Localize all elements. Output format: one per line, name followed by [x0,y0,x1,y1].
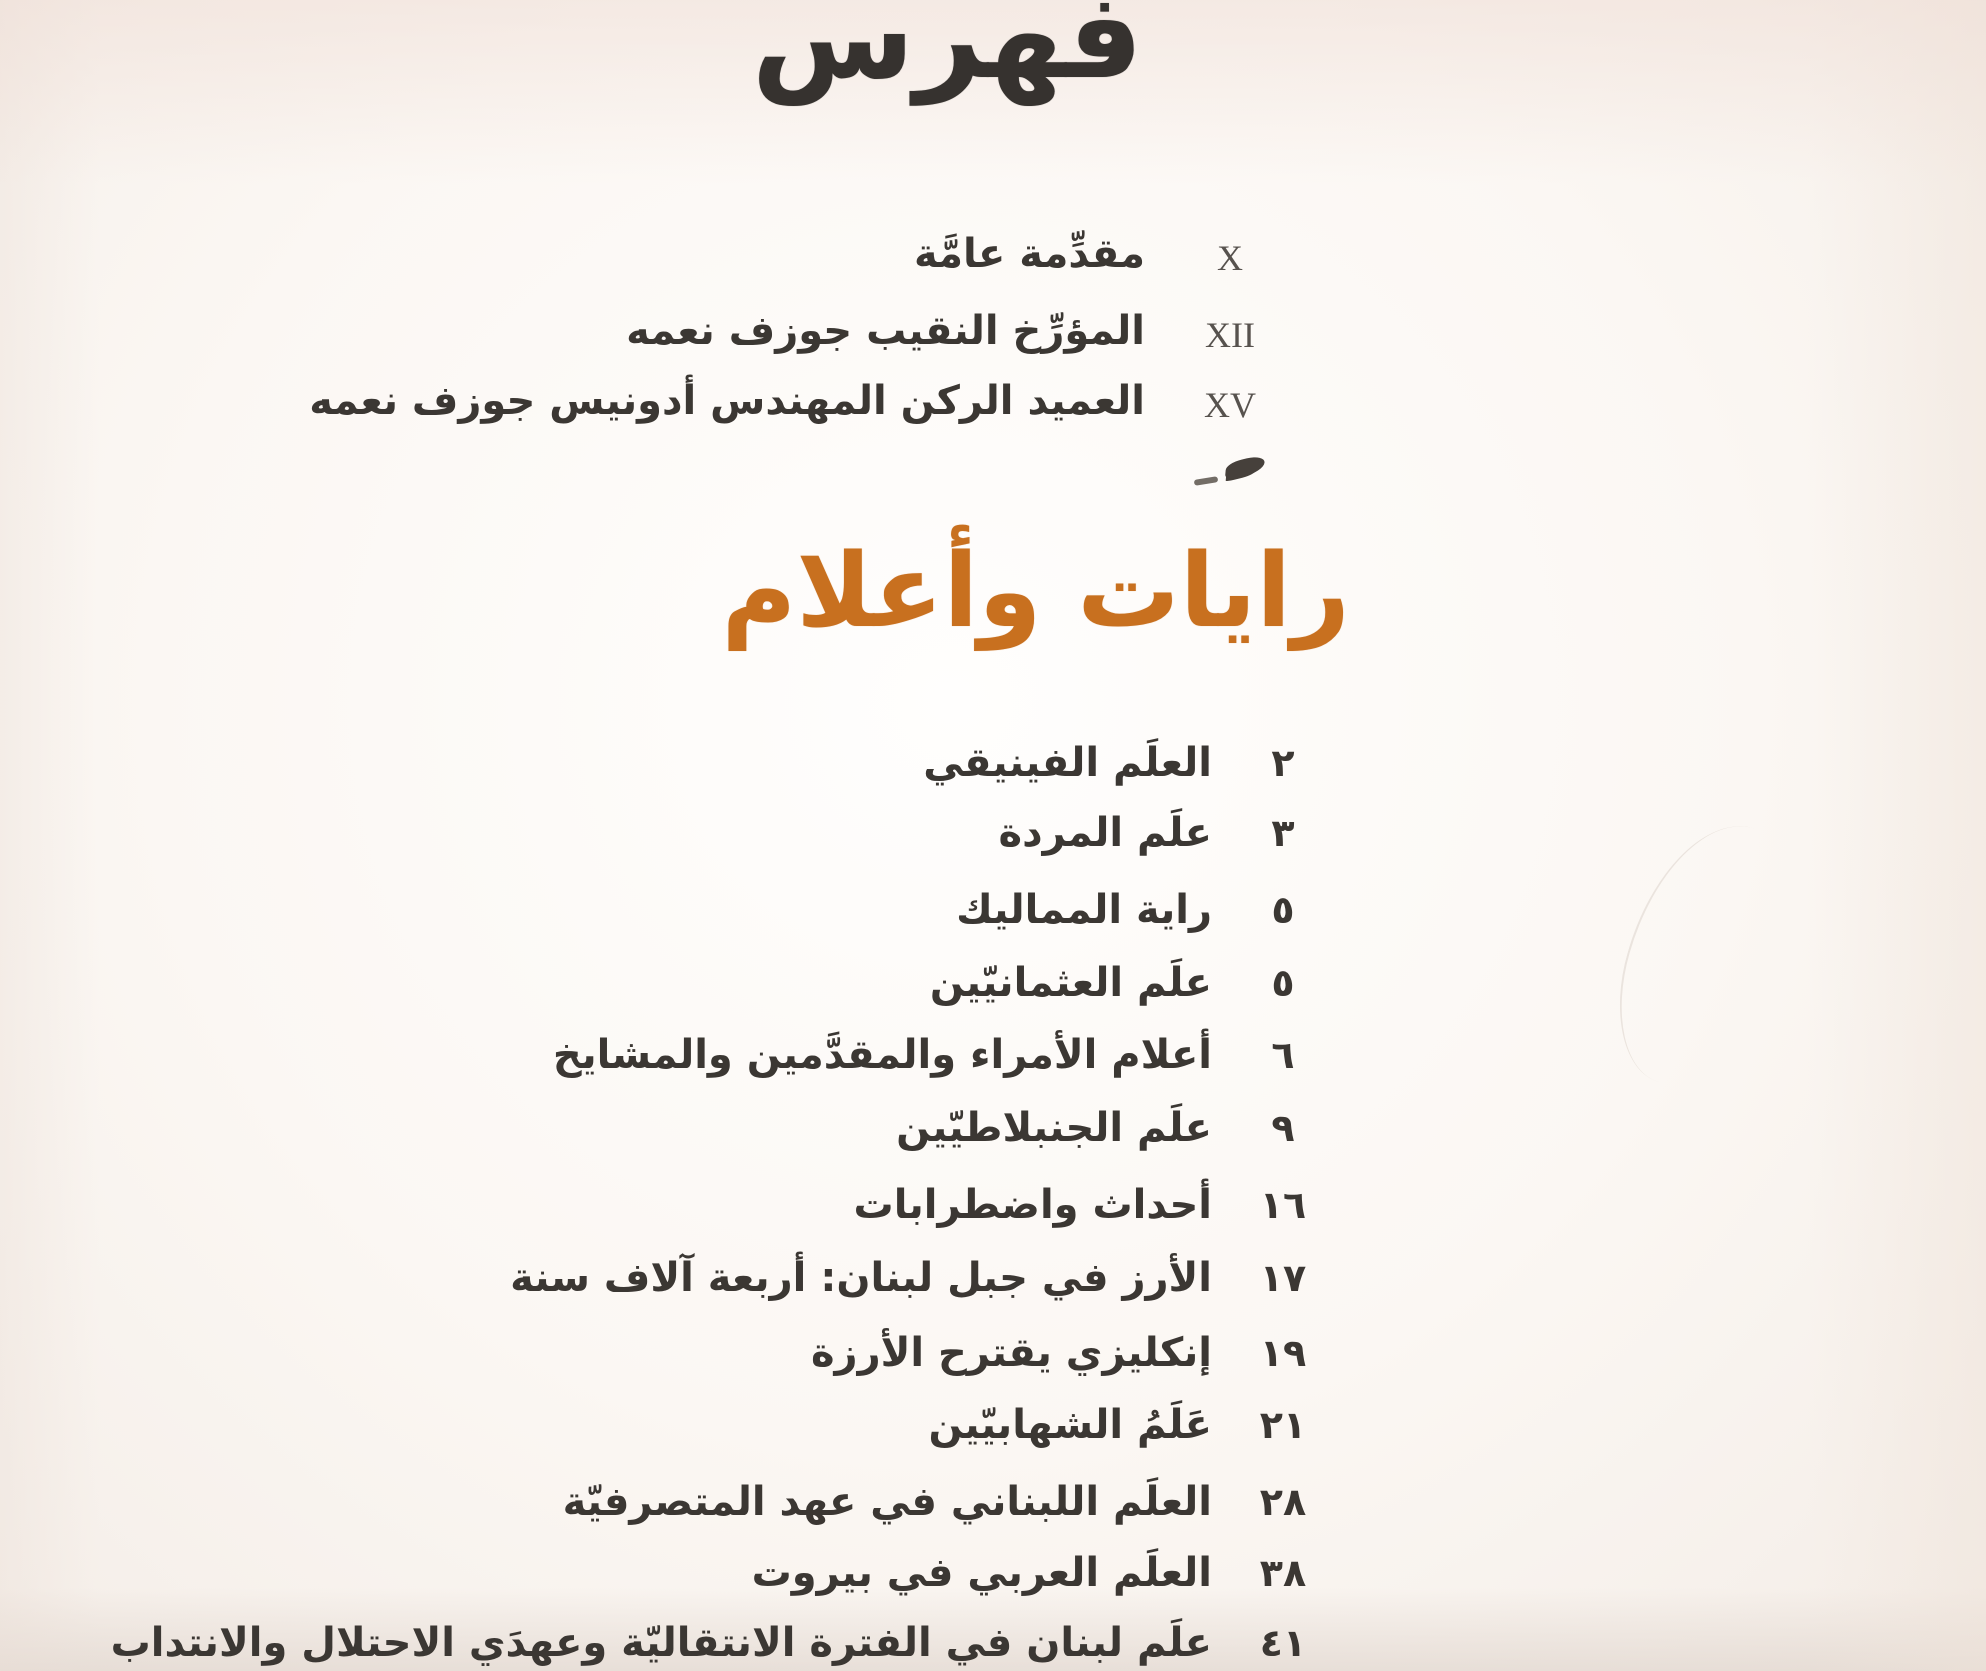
entry-title: مقدِّمة عامَّة [914,231,1145,277]
page-number: ٥ [1271,888,1295,932]
entry-title: علَم المردة [998,810,1212,856]
entry-title: العلَم اللبناني في عهد المتصرفيّة [562,1479,1212,1525]
page-number: ٣٨ [1259,1551,1307,1595]
entry-title: علَم لبنان في الفترة الانتقاليّة وعهدَي الاحتلال والانتداب [110,1620,1212,1666]
toc-entry [0,1398,1986,1452]
page-number: ٣ [1271,811,1295,855]
page-number: ٢ [1271,741,1295,785]
page-number: ١٧ [1259,1256,1307,1300]
page-number: ٥ [1271,961,1295,1005]
toc-entry [0,304,1986,358]
toc-entry [0,1326,1986,1380]
entry-title: أعلام الأمراء والمقدَّمين والمشايخ [552,1032,1212,1078]
page-number: ١٩ [1259,1331,1307,1375]
ink-smudge [1194,476,1219,486]
toc-entry [0,1101,1986,1155]
page-number: ٤١ [1259,1621,1307,1665]
entry-title: إنكليزي يقترح الأرزة [810,1330,1212,1376]
toc-entry [0,374,1986,428]
page-number: XV [1204,385,1256,425]
entry-title: العلَم الفينيقي [923,740,1212,786]
page-number: ١٦ [1259,1183,1307,1227]
toc-entry [0,1178,1986,1232]
entry-title: العلَم العربي في بيروت [751,1550,1212,1596]
entry-title: راية المماليك [956,887,1212,933]
page-number: ٦ [1271,1033,1295,1077]
toc-entry [0,1616,1986,1670]
page-number: X [1217,238,1243,278]
ink-smudge [1225,454,1266,481]
toc-entry [0,1475,1986,1529]
entry-title: المؤرِّخ النقيب جوزف نعمه [626,308,1145,354]
entry-title: العميد الركن المهندس أدونيس جوزف نعمه [309,378,1145,424]
toc-entry [0,736,1986,790]
page-number: XII [1205,315,1255,355]
page-number: ٩ [1271,1106,1295,1150]
entry-title: أحداث واضطرابات [853,1182,1212,1228]
page-number: ٢٨ [1259,1480,1307,1524]
toc-entry [0,227,1986,281]
toc-entry [0,1546,1986,1600]
entry-title: الأرز في جبل لبنان: أربعة آلاف سنة [510,1255,1212,1301]
section-heading: رايات وأعلام [721,532,1350,651]
page-number: ٢١ [1259,1403,1307,1447]
entry-title: عَلَمُ الشهابيّين [928,1402,1212,1448]
toc-entry [0,1251,1986,1305]
entry-title: علَم العثمانيّين [929,960,1212,1006]
page-title: فهرس [751,0,1143,105]
entry-title: علَم الجنبلاطيّين [896,1105,1212,1151]
